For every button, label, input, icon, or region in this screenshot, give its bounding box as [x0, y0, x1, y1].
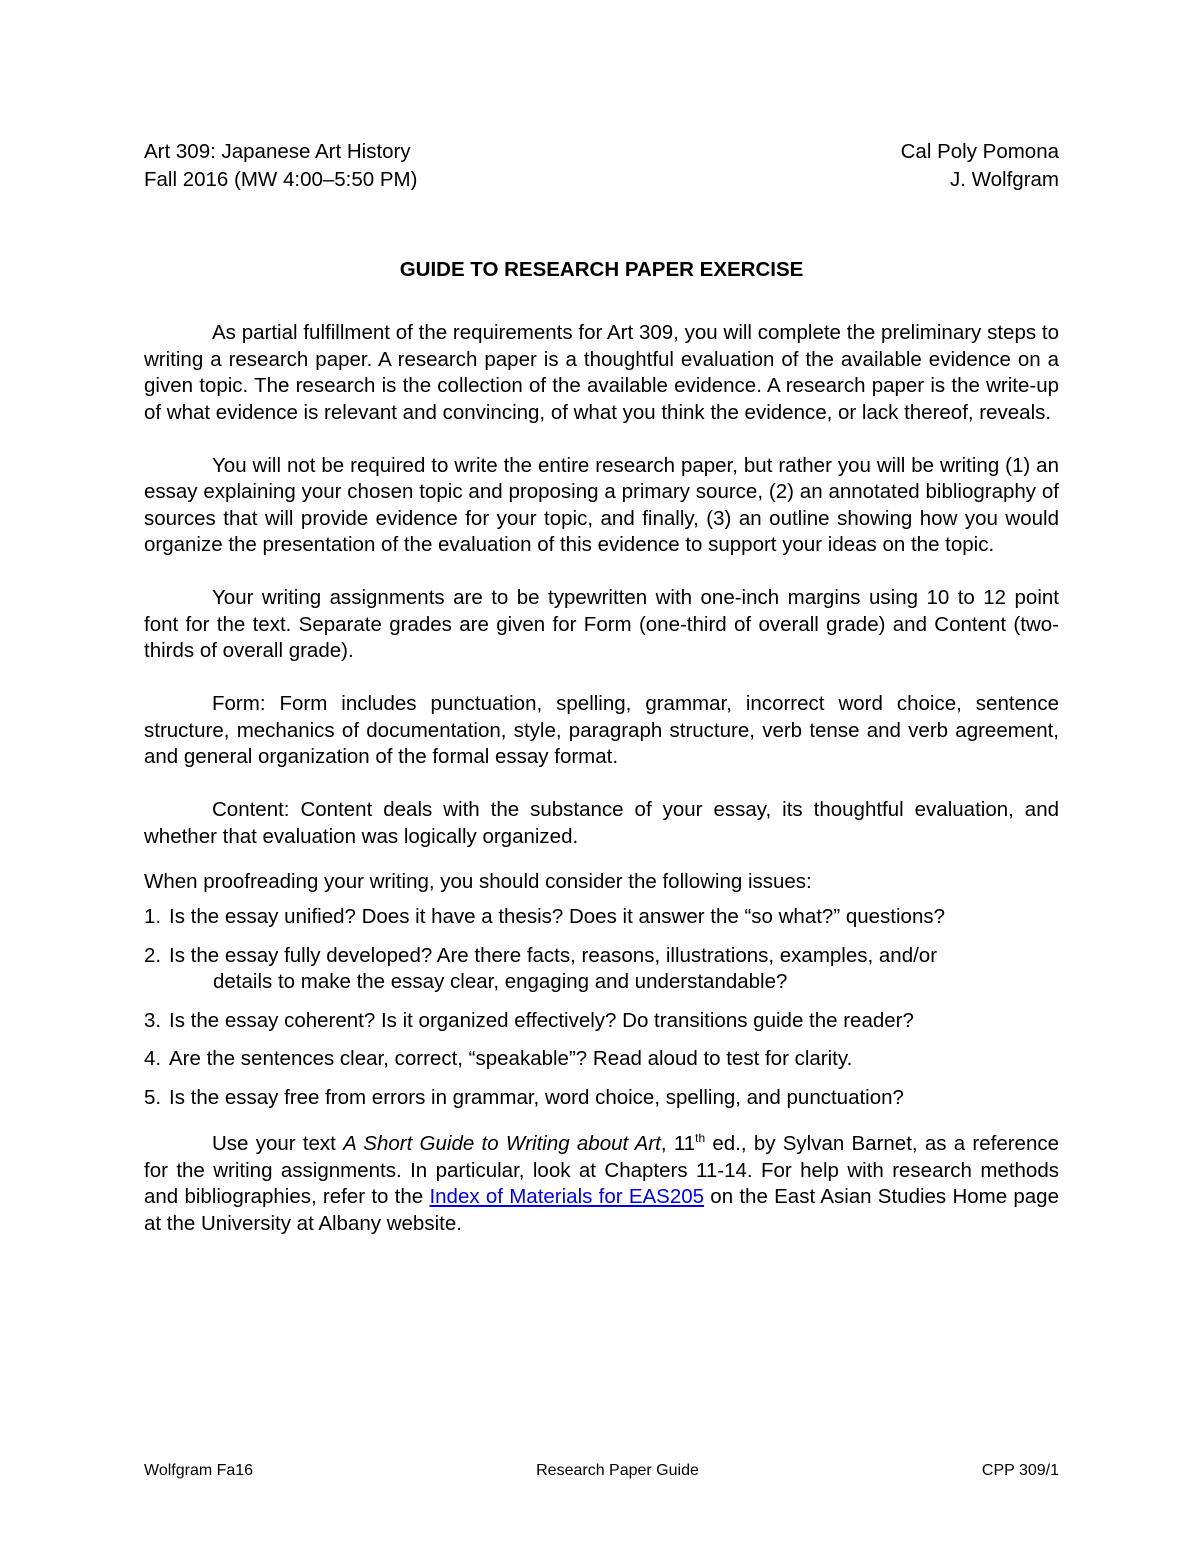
- paragraph-requirements: You will not be required to write the entire research paper, but rather you will be writing (1) an essay explaining your chosen topic and proposing a primary source, (2) an annotated bibliography of sources that will provide evidence for your topic, and finally, (3) an outline showing how you would organize the presentation of the evaluation of this evidence to support your ideas on the topic.: [144, 453, 1059, 556]
- edition-superscript: th: [695, 1131, 706, 1146]
- list-item: [144, 1008, 1059, 1035]
- footer-author: Wolfgram Fa16: [144, 1462, 254, 1479]
- proofreading-list: [144, 904, 1059, 1111]
- edition-number: , 11: [660, 1132, 696, 1155]
- list-item: [144, 1046, 1059, 1073]
- list-item-line: Is the essay coherent? Is it organized effectively? Do transitions guide the reader?: [169, 1008, 914, 1032]
- term-info: Fall 2016 (MW 4:00–5:50 PM): [144, 168, 418, 191]
- course-name: Art 309: Japanese Art History: [144, 140, 411, 163]
- list-item-number: 4.: [144, 1047, 162, 1070]
- document-title: GUIDE TO RESEARCH PAPER EXERCISE: [399, 258, 804, 281]
- list-item-line: Is the essay fully developed? Are there facts, reasons, illustrations, examples, and/or: [169, 943, 938, 967]
- list-item-text: [169, 1008, 1059, 1035]
- footer-title: Research Paper Guide: [536, 1462, 699, 1479]
- paragraph-purpose: As partial fulfillment of the requirements for Art 309, you will complete the preliminary steps to writing a research paper. A research paper is a thoughtful evaluation of the available evidence on a given topic. The research is the collection of the available evidence. A research paper is the write-up of what evidence is relevant and convincing, of what you think the evidence, or lack thereof, reveals.: [144, 321, 1059, 424]
- proofreading-intro: When proofreading your writing, you should consider the following issues:: [144, 870, 812, 893]
- list-item-line: Is the essay free from errors in grammar, word choice, spelling, and punctuation?: [169, 1085, 904, 1109]
- list-item: [144, 943, 1059, 996]
- paragraph-references: [144, 1131, 1059, 1237]
- eas205-index-link[interactable]: Index of Materials for EAS205: [429, 1185, 705, 1208]
- list-item: [144, 1085, 1059, 1112]
- list-item-line: Are the sentences clear, correct, “speakable”? Read aloud to test for clarity.: [169, 1047, 853, 1070]
- reference-prefix: Use your text: [212, 1132, 344, 1155]
- list-item-text: [169, 943, 1059, 996]
- list-item-text: [169, 904, 1059, 931]
- instructor-name: J. Wolfgram: [950, 168, 1059, 191]
- paragraph-form: Form: Form includes punctuation, spelling, grammar, incorrect word choice, sentence structure, mechanics of documentation, style, paragraph structure, verb tense and verb agreement, and general organization of the formal essay format.: [144, 692, 1059, 768]
- footer-page-number: CPP 309/1: [981, 1462, 1059, 1479]
- paragraph-formatting: Your writing assignments are to be typewritten with one-inch margins using 10 to 12 point font for the text. Separate grades are given for Form (one-third of overall grade) and Content (two-thirds of overall grade).: [144, 586, 1059, 662]
- header-row-2: [144, 166, 1059, 194]
- list-item-text: [169, 1046, 1059, 1073]
- list-item-number: 3.: [144, 1008, 162, 1032]
- list-item-continuation: details to make the essay clear, engaging and understandable?: [213, 970, 788, 993]
- list-item-line: Is the essay unified? Does it have a thesis? Does it answer the “so what?” questions?: [169, 905, 946, 928]
- document-page: [144, 138, 1059, 1237]
- list-item-number: 5.: [144, 1085, 162, 1109]
- institution-name: Cal Poly Pomona: [900, 140, 1059, 163]
- page-footer: [144, 1462, 1059, 1480]
- list-item-number: 1.: [144, 905, 162, 928]
- list-item-number: 2.: [144, 943, 162, 967]
- reference-suffix: on the East Asian Studies Home page at the University at Albany website.: [144, 1185, 1059, 1235]
- paragraph-content: Content: Content deals with the substance of your essay, its thoughtful evaluation, and whether that evaluation was logically organized.: [144, 798, 1059, 848]
- header-row-1: [144, 138, 1059, 166]
- book-title: A Short Guide to Writing about Art: [343, 1132, 661, 1155]
- list-item: [144, 904, 1059, 931]
- list-item-text: [169, 1085, 1059, 1112]
- reference-middle: ed., by Sylvan Barnet, as a reference for the writing assignments. In particular, look at Chapters 11-14. For help with research methods and bibliographies, refer to the: [144, 1132, 1060, 1208]
